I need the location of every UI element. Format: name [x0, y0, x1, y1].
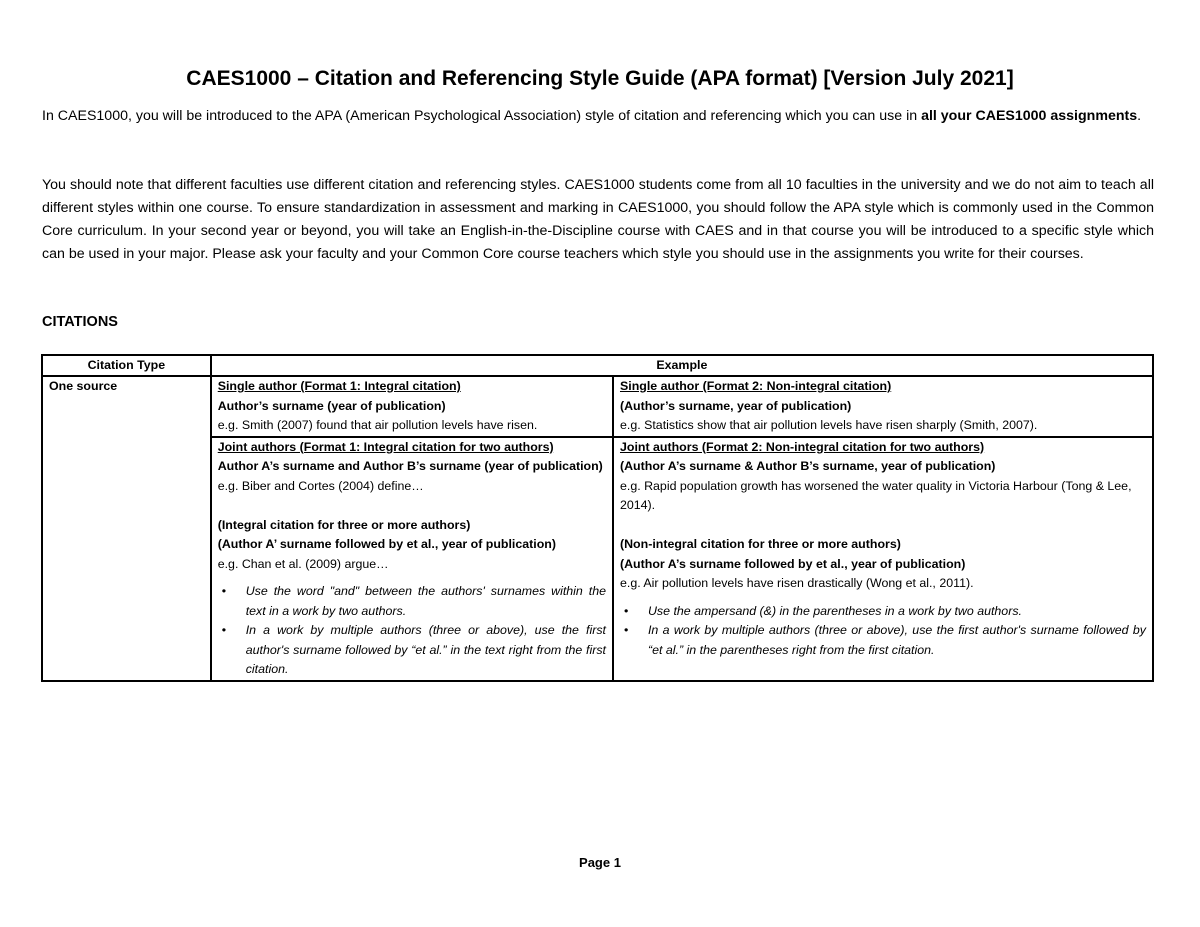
page-number: Page 1 — [579, 855, 621, 870]
joint-integral-example: e.g. Biber and Cortes (2004) define… — [217, 478, 424, 493]
cell-single-nonintegral — [613, 376, 1153, 437]
multi-integral-format: (Author A’ surname followed by et al., year of publication) — [217, 537, 556, 551]
nonintegral-notes-list — [620, 602, 1146, 661]
single-nonintegral-format: (Author’s surname, year of publication) — [619, 398, 852, 413]
intro-end: . — [1137, 108, 1142, 124]
cell-joint-nonintegral — [613, 437, 1153, 681]
table-header-row — [42, 355, 1153, 376]
multi-integral-example: e.g. Chan et al. (2009) argue… — [217, 556, 389, 571]
document-title: CAES1000 – Citation and Referencing Style Guide (APA format) [Version July 2021] — [186, 67, 1014, 90]
joint-nonintegral-heading: Joint authors (Format 2: Non-integral citation for two authors) — [619, 439, 985, 454]
list-item: • Use the ampersand (&) in the parentheses in a work by two authors. — [620, 602, 1146, 622]
citation-table — [41, 354, 1154, 682]
header-citation-type: Citation Type — [42, 355, 211, 376]
joint-integral-heading: Joint authors (Format 1: Integral citation for two authors) — [217, 439, 554, 454]
table-row-single — [42, 376, 1153, 437]
single-integral-heading: Single author (Format 1: Integral citation) — [217, 379, 461, 393]
single-nonintegral-heading: Single author (Format 2: Non-integral citation) — [619, 379, 892, 393]
intro-paragraph — [42, 105, 1154, 128]
multi-nonintegral-example: e.g. Air pollution levels have risen drastically (Wong et al., 2011). — [619, 576, 974, 590]
row-label-one-source: One source — [42, 376, 211, 681]
cell-single-integral — [211, 376, 613, 437]
bullet-icon: • — [221, 584, 227, 598]
intro-bold-text: all your CAES1000 assignments — [921, 108, 1138, 124]
single-integral-example: e.g. Smith (2007) found that air pollution levels have risen. — [217, 418, 538, 432]
faculties-paragraph: You should note that different faculties use different citation and referencing styles. CAES1000 students come from all 10 faculties in the university and we do not aim to teach all different styles within one course. To ensure standardization in assessment and marking in CAES1000, you should follow the APA style which is commonly used in the Common Core curriculum. In your second year or beyond, you will take an English-in-the-Discipline course with CAES and in that course you will be introduced to a specific style which can be used in your major. Please ask your faculty and your Common Core course teachers which style you should use in the assignments you write for their courses. — [42, 177, 1154, 262]
joint-nonintegral-format: (Author A’s surname & Author B’s surname, year of publication) — [619, 459, 996, 473]
section-heading-citations: CITATIONS — [42, 314, 118, 330]
intro-text: In CAES1000, you will be introduced to the APA (American Psychological Association) style of citation and referencing which you can use in — [42, 108, 922, 124]
bullet-icon: • — [221, 623, 227, 637]
list-item: • Use the word "and" between the authors' surnames within the text in a work by two authors. — [221, 584, 606, 618]
cell-joint-integral — [211, 437, 613, 681]
multi-nonintegral-format: (Author A’s surname followed by et al., year of publication) — [619, 556, 966, 571]
list-item: • In a work by multiple authors (three or above), use the first author's surname followed by “et al.” in the text right from the first citation. — [221, 623, 606, 676]
multi-nonintegral-heading: (Non-integral citation for three or more authors) — [619, 537, 901, 551]
multi-integral-heading: (Integral citation for three or more authors) — [217, 517, 471, 532]
single-nonintegral-example: e.g. Statistics show that air pollution levels have risen sharply (Smith, 2007). — [619, 418, 1038, 432]
integral-notes-list — [218, 582, 606, 680]
bullet-icon: • — [623, 603, 629, 618]
joint-integral-format: Author A’s surname and Author B’s surname (year of publication) — [217, 459, 603, 473]
single-integral-format: Author’s surname (year of publication) — [217, 398, 446, 413]
list-item: • In a work by multiple authors (three or above), use the first author's surname followed by “et al.” in the parentheses right from the first citation. — [623, 623, 1146, 657]
header-example: Example — [211, 355, 1153, 376]
bullet-icon: • — [623, 623, 629, 637]
joint-nonintegral-example: e.g. Rapid population growth has worsened the water quality in Victoria Harbour (Tong & Lee, 2014). — [619, 478, 1132, 512]
